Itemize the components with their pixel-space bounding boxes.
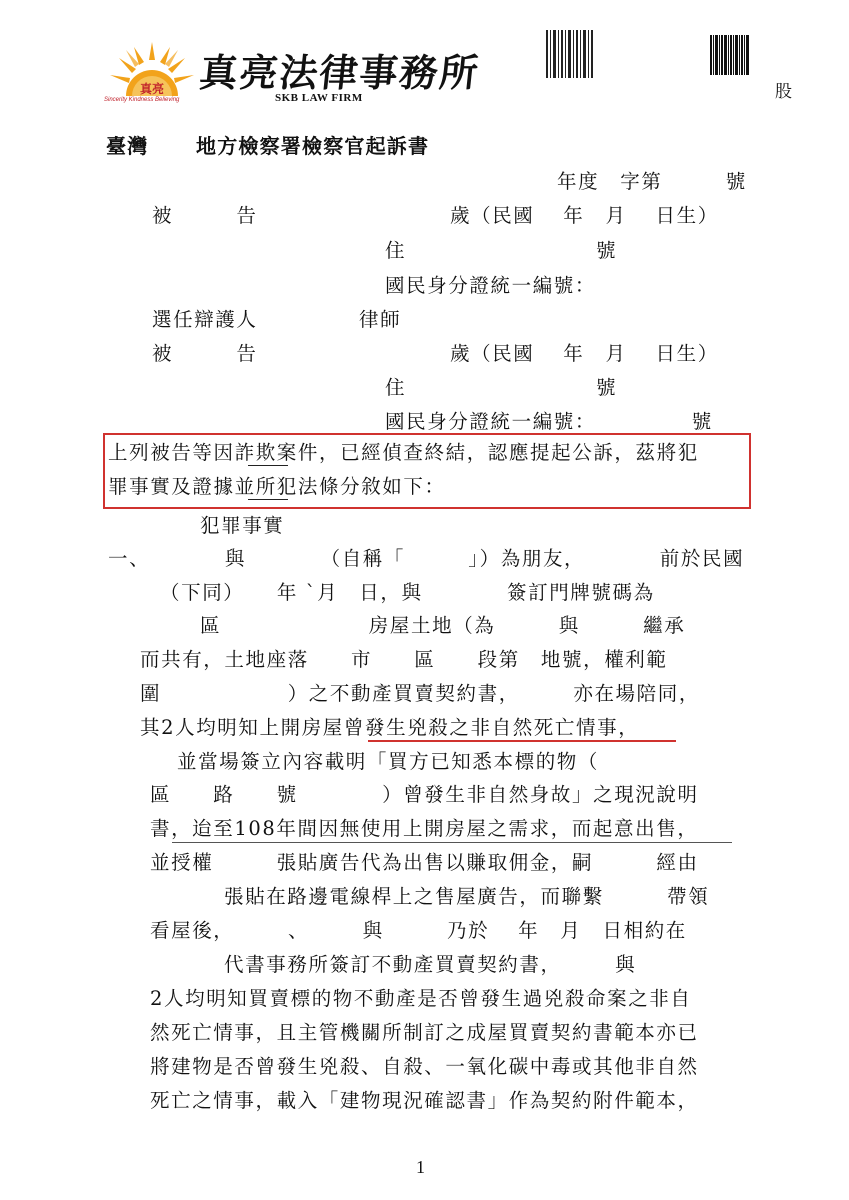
body-line: 2人均明知買賣標的物不動產是否曾發生過兇殺命案之非自 <box>150 987 692 1010</box>
case-number: 年度 字第 號 <box>557 170 747 193</box>
party-birth: 歲（民國 年 月 日生） <box>450 342 719 365</box>
page-number: 1 <box>416 1157 425 1177</box>
body-line: 圍 ）之不動產買賣契約書， 亦在場陪同， <box>140 682 700 705</box>
barcode-small-icon <box>545 30 595 78</box>
party-role: 被 告 <box>152 204 258 227</box>
section-title: 犯罪事實 <box>200 514 285 537</box>
intro-line: 上列被告等因詐欺案件，已經偵查終結，認應提起公訴，茲將犯 <box>108 441 699 464</box>
body-line: 而共有，土地座落 市 區 段第 地號，權利範 <box>140 648 668 671</box>
body-line: 一、 與 （自稱「 」）為朋友， 前於民國 <box>108 547 745 570</box>
party-address: 住 號 <box>385 376 618 399</box>
party-birth: 歲（民國 年 月 日生） <box>450 204 719 227</box>
body-line: 其2人均明知上開房屋曾發生兇殺之非自然死亡情事， <box>140 716 640 739</box>
body-line: 看屋後， 、 與 乃於 年 月 日相約在 <box>150 919 687 942</box>
firm-name: 真亮法律事務所 <box>197 50 483 95</box>
underline <box>172 842 732 843</box>
body-line: 死亡之情事，載入「建物現況確認書」作為契約附件範本， <box>150 1089 699 1112</box>
body-line: 並當場簽立內容載明「買方已知悉本標的物（ <box>177 750 600 773</box>
body-line: 區 路 號 ）曾發生非自然身故」之現況說明 <box>150 783 699 806</box>
body-line: 張貼在路邊電線桿上之售屋廣告，而聯繫 帶領 <box>224 885 710 908</box>
division-label: 股 <box>775 82 792 102</box>
body-line: 區 房屋土地（為 與 繼承 <box>200 614 686 637</box>
logo-text: 真亮 <box>139 82 165 96</box>
underline <box>248 499 288 500</box>
barcode-large-icon <box>710 35 750 75</box>
body-line: 書，迨至108年間因無使用上開房屋之需求，而起意出售， <box>150 817 699 840</box>
counsel-title: 律師 <box>359 308 402 331</box>
body-line: 代書事務所簽訂不動產買賣契約書， 與 <box>224 953 637 976</box>
intro-line: 罪事實及證據並所犯法條分敘如下： <box>108 475 446 498</box>
firm-name-en: SKB LAW FIRM <box>275 92 363 104</box>
counsel-role: 選任辯護人 <box>152 308 258 331</box>
underline <box>248 465 288 466</box>
page-title: 地方檢察署檢察官起訴書 <box>196 134 430 158</box>
title-region: 臺灣 <box>106 134 149 158</box>
body-line: 然死亡情事，且主管機關所制訂之成屋買賣契約書範本亦已 <box>150 1021 699 1044</box>
body-line: 將建物是否曾發生兇殺、自殺、一氧化碳中毒或其他非自然 <box>150 1055 699 1078</box>
party-id: 國民身分證統一編號： <box>385 274 597 297</box>
party-role: 被 告 <box>152 342 258 365</box>
logo-tagline: Sincerity Kindness Believing <box>104 97 180 103</box>
red-underline <box>368 740 676 742</box>
firm-logo-icon <box>106 38 198 104</box>
body-line: （下同） 年 `月 日，與 簽訂門牌號碼為 <box>160 581 655 604</box>
party-id: 國民身分證統一編號： 號 <box>385 410 713 433</box>
body-line: 並授權 張貼廣告代為出售以賺取佣金，嗣 經由 <box>150 851 699 874</box>
party-address: 住 號 <box>385 239 618 262</box>
